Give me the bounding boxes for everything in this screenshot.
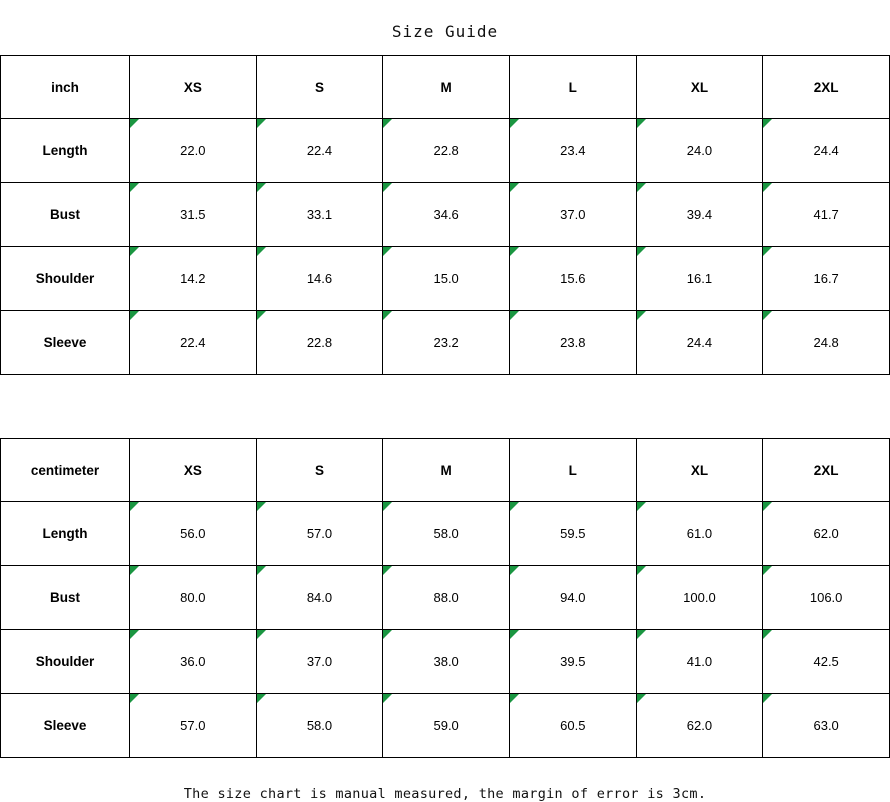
measurement-value: 14.6 <box>256 247 383 311</box>
measurement-value: 34.6 <box>383 183 510 247</box>
unit-label-inch: inch <box>1 56 130 119</box>
measurement-value: 59.0 <box>383 694 510 758</box>
measurement-value: 60.5 <box>509 694 636 758</box>
measurement-value: 106.0 <box>763 566 890 630</box>
measurement-value: 22.4 <box>256 119 383 183</box>
measurement-label: Length <box>1 502 130 566</box>
measurement-value: 80.0 <box>130 566 257 630</box>
table-row <box>1 247 890 311</box>
table-row <box>1 183 890 247</box>
size-column-header: XL <box>636 56 763 119</box>
measurement-value: 100.0 <box>636 566 763 630</box>
size-column-header: L <box>509 56 636 119</box>
size-column-header: 2XL <box>763 56 890 119</box>
inch-table-wrapper <box>0 55 890 375</box>
table-header-row <box>1 439 890 502</box>
measurement-value: 24.4 <box>636 311 763 375</box>
measurement-value: 41.7 <box>763 183 890 247</box>
measurement-value: 58.0 <box>383 502 510 566</box>
size-column-header: XL <box>636 439 763 502</box>
page-title: Size Guide <box>391 22 499 41</box>
footnote-text: The size chart is manual measured, the margin of error is 3cm. <box>183 786 707 802</box>
measurement-label: Bust <box>1 183 130 247</box>
size-table-inch <box>0 55 890 375</box>
measurement-value: 62.0 <box>763 502 890 566</box>
size-column-header: S <box>256 439 383 502</box>
measurement-value: 94.0 <box>509 566 636 630</box>
measurement-value: 63.0 <box>763 694 890 758</box>
size-column-header: S <box>256 56 383 119</box>
measurement-value: 39.5 <box>509 630 636 694</box>
measurement-value: 59.5 <box>509 502 636 566</box>
measurement-label: Bust <box>1 566 130 630</box>
size-column-header: M <box>383 439 510 502</box>
measurement-value: 57.0 <box>256 502 383 566</box>
size-column-header: 2XL <box>763 439 890 502</box>
measurement-label: Shoulder <box>1 247 130 311</box>
measurement-value: 57.0 <box>130 694 257 758</box>
unit-label-centimeter: centimeter <box>1 439 130 502</box>
size-column-header: XS <box>130 439 257 502</box>
measurement-value: 84.0 <box>256 566 383 630</box>
centimeter-table-wrapper <box>0 438 890 758</box>
measurement-value: 37.0 <box>509 183 636 247</box>
measurement-value: 23.2 <box>383 311 510 375</box>
table-row <box>1 311 890 375</box>
measurement-value: 24.4 <box>763 119 890 183</box>
measurement-value: 23.4 <box>509 119 636 183</box>
table-row <box>1 694 890 758</box>
measurement-value: 31.5 <box>130 183 257 247</box>
measurement-value: 36.0 <box>130 630 257 694</box>
measurement-value: 16.1 <box>636 247 763 311</box>
measurement-value: 15.0 <box>383 247 510 311</box>
measurement-value: 62.0 <box>636 694 763 758</box>
measurement-value: 15.6 <box>509 247 636 311</box>
measurement-value: 56.0 <box>130 502 257 566</box>
table-row <box>1 502 890 566</box>
measurement-value: 33.1 <box>256 183 383 247</box>
size-column-header: M <box>383 56 510 119</box>
measurement-value: 14.2 <box>130 247 257 311</box>
measurement-label: Sleeve <box>1 311 130 375</box>
table-row <box>1 630 890 694</box>
measurement-value: 38.0 <box>383 630 510 694</box>
measurement-value: 22.8 <box>383 119 510 183</box>
measurement-value: 24.0 <box>636 119 763 183</box>
measurement-value: 58.0 <box>256 694 383 758</box>
measurement-label: Length <box>1 119 130 183</box>
measurement-label: Shoulder <box>1 630 130 694</box>
table-row <box>1 119 890 183</box>
measurement-value: 24.8 <box>763 311 890 375</box>
measurement-value: 22.0 <box>130 119 257 183</box>
measurement-value: 39.4 <box>636 183 763 247</box>
table-row <box>1 566 890 630</box>
measurement-value: 23.8 <box>509 311 636 375</box>
measurement-value: 88.0 <box>383 566 510 630</box>
table-header-row <box>1 56 890 119</box>
size-column-header: L <box>509 439 636 502</box>
measurement-value: 16.7 <box>763 247 890 311</box>
measurement-value: 42.5 <box>763 630 890 694</box>
measurement-value: 22.4 <box>130 311 257 375</box>
measurement-value: 61.0 <box>636 502 763 566</box>
measurement-label: Sleeve <box>1 694 130 758</box>
size-column-header: XS <box>130 56 257 119</box>
measurement-value: 41.0 <box>636 630 763 694</box>
size-table-centimeter <box>0 438 890 758</box>
table-separator <box>0 375 890 438</box>
measurement-value: 22.8 <box>256 311 383 375</box>
measurement-value: 37.0 <box>256 630 383 694</box>
